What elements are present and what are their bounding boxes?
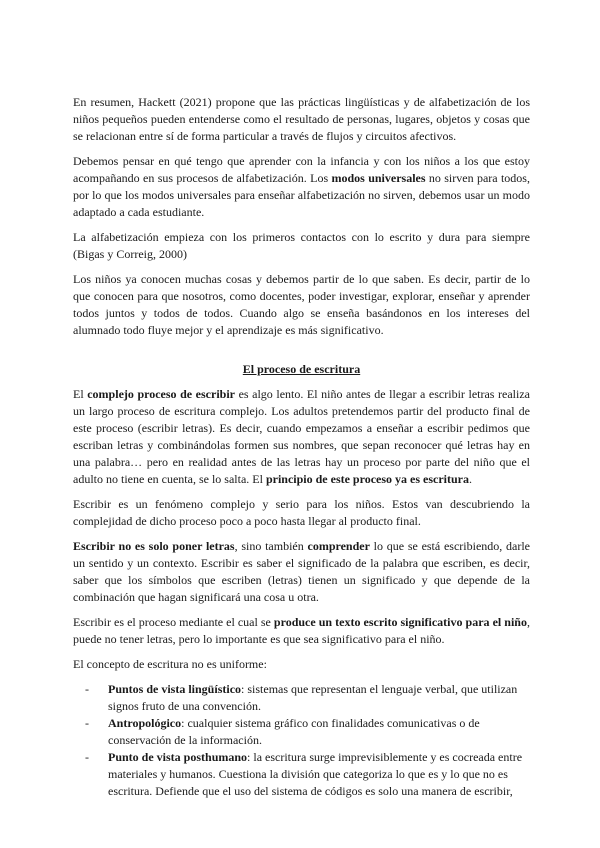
paragraph-proceso-escribir [73, 386, 530, 488]
list-bullet: - [85, 682, 89, 696]
paragraph-modos-universales [73, 153, 530, 221]
list-bullet: - [85, 750, 89, 764]
text-run: , sino también [234, 539, 308, 553]
bold-term: Escribir no es solo poner letras [73, 539, 235, 553]
list-item [73, 715, 530, 749]
bold-term: produce un texto escrito significativo para el niño [273, 615, 527, 629]
paragraph-fenomeno: Escribir es un fenómeno complejo y serio para los niños. Estos van descubriendo la complejidad de dicho proceso poco a poco hasta llegar al producto final. [73, 497, 530, 528]
text-run: no sirven para todos, por lo que los modos universales para enseñar alfabetización no sirven, debemos usar un modo adaptado a cada estudiante. [73, 171, 530, 219]
text-run: . [469, 472, 473, 486]
list-term: Punto de vista posthumano [108, 750, 248, 764]
paragraph-conocimientos: Los niños ya conocen muchas cosas y debemos partir de lo que saben. Es decir, partir de lo que conocen para que nosotros, como docentes, poder investigar, explorar, enseñar y aprender todos juntos y todos de todos. Cuando algo se enseña basándonos en los intereses del alumnado todo fluye mejor y el aprendizaje es más significativo. [73, 272, 530, 337]
section-heading: El proceso de escritura [242, 362, 361, 376]
list-desc: : sistemas que representan el lenguaje verbal, que utilizan signos fruto de una convención. [108, 682, 518, 713]
paragraph-no-solo-letras [73, 538, 530, 606]
bold-term: principio de este proceso ya es escritura [265, 472, 470, 486]
concept-list [73, 681, 530, 800]
list-desc: : cualquier sistema gráfico con finalidades comunicativas o de conservación de la información. [108, 716, 480, 747]
bold-term: complejo proceso de escribir [87, 387, 236, 401]
paragraph-texto-significativo [73, 614, 530, 648]
paragraph-concepto: El concepto de escritura no es uniforme: [73, 657, 267, 671]
text-run: , puede no tener letras, pero lo importante es que sea significativo para el niño. [73, 615, 530, 646]
list-item [73, 681, 530, 715]
bold-term: modos universales [331, 171, 426, 185]
text-run: es algo lento. El niño antes de llegar a escribir letras realiza un largo proceso de escritura complejo. Los adultos pretendemos partir del producto final de este proceso (escribir letras). Es decir, cuando empezamos a enseñar a escribir pedimos que escriban letras y combinándolas formen sus nombres, que sepan reconocer qué letras hay en una palabra… pero en realidad antes de las letras hay un proceso por parte del niño que el adulto no tiene en cuenta, se lo salta. El [73, 387, 530, 486]
document-page [73, 94, 530, 800]
list-item [73, 749, 530, 800]
bold-term: comprender [307, 539, 370, 553]
list-term: Antropológico [108, 716, 182, 730]
text-run: lo que se está escribiendo, darle un sentido y un contexto. Escribir es saber el significado de la palabra que escriben, es decir, saber que los símbolos que escriben (letras) tienen un significado y que depende de la combinación que hagan significará una cosa u otra. [73, 539, 530, 604]
text-run: Debemos pensar en qué tengo que aprender con la infancia y con los niños a los que estoy acompañando en sus procesos de alfabetización. Los [73, 154, 530, 185]
list-term: Puntos de vista lingüístico [108, 682, 242, 696]
text-run: Escribir es el proceso mediante el cual se [73, 615, 274, 629]
list-desc: : la escritura surge imprevisiblemente y es cocreada entre materiales y humanos. Cuestiona la división que categoriza lo que es y lo que no es escritura. Defiende que el uso del sistema de códigos es solo una manera de escribir, [108, 750, 523, 798]
list-bullet: - [85, 716, 89, 730]
text-run: El [73, 387, 88, 401]
paragraph-hackett: En resumen, Hackett (2021) propone que las prácticas lingüísticas y de alfabetización de los niños pequeños pueden entenderse como el resultado de personas, lugares, objetos y cosas que se relacionan entre sí de forma particular a través de flujos y circuitos afectivos. [73, 95, 530, 143]
paragraph-alfabetizacion: La alfabetización empieza con los primeros contactos con lo escrito y dura para siempre (Bigas y Correig, 2000) [73, 230, 530, 261]
